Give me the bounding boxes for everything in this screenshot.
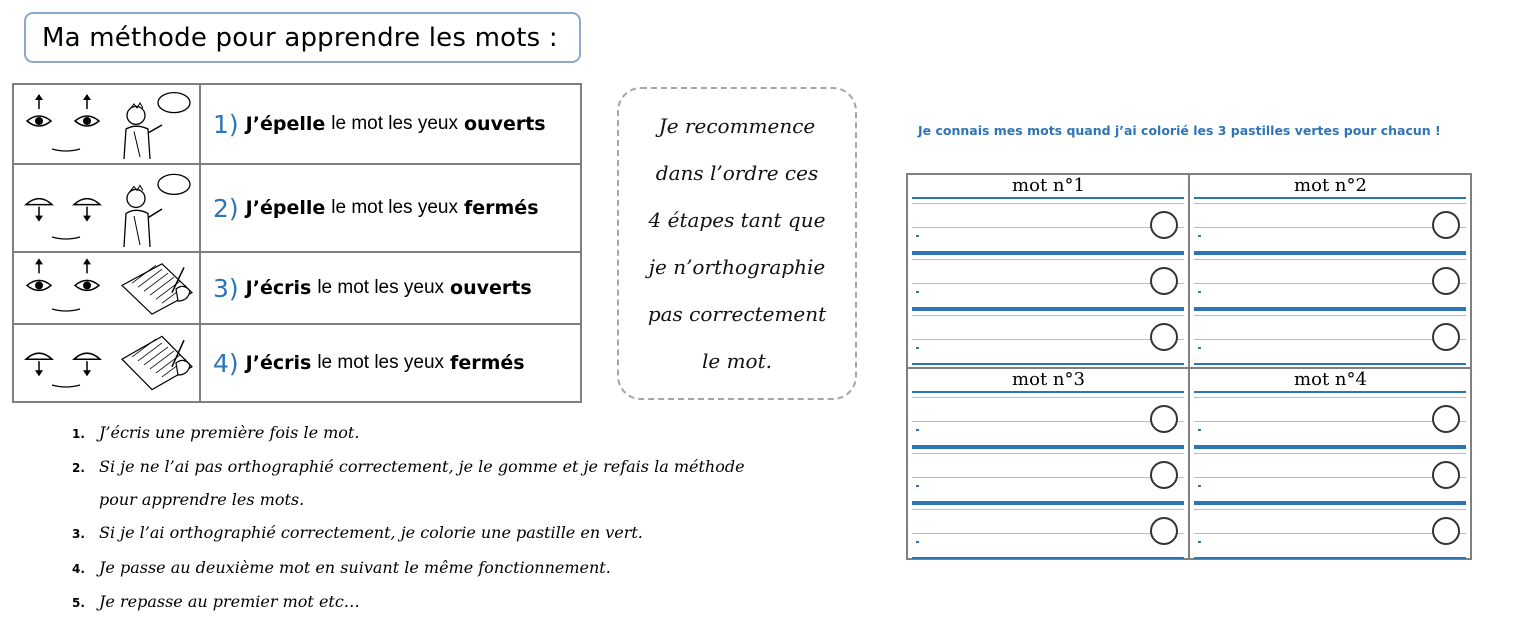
step-number: 3) <box>213 273 239 303</box>
line-marker <box>916 347 919 349</box>
step-number: 2) <box>213 193 239 223</box>
eyes-and-speaking-icon <box>14 85 201 165</box>
writing-line <box>912 259 1184 260</box>
step-text <box>213 85 546 163</box>
rule-text: Je repasse au premier mot etc… <box>99 592 360 611</box>
page-title <box>24 12 581 63</box>
writing-line <box>1194 557 1466 559</box>
word-cell <box>1190 175 1471 367</box>
writing-line <box>912 227 1184 228</box>
writing-line <box>912 453 1184 454</box>
steps-table <box>12 83 582 403</box>
line-marker <box>1198 485 1201 487</box>
writing-line <box>1194 509 1466 510</box>
instruction-text: Je connais mes mots quand j’ai colorié les 3 pastilles vertes pour chacun ! <box>918 123 1441 138</box>
line-marker <box>916 291 919 293</box>
repeat-note <box>617 87 857 400</box>
writing-line <box>1194 309 1466 311</box>
writing-line <box>912 363 1184 365</box>
step-illustration <box>14 85 201 163</box>
step-number: 4) <box>213 348 239 378</box>
writing-line <box>912 253 1184 255</box>
line-marker <box>1198 235 1201 237</box>
writing-line <box>1194 315 1466 316</box>
eyes-and-writing-icon <box>14 253 201 325</box>
step-state: ouverts <box>450 277 532 299</box>
word-cell <box>908 175 1189 367</box>
writing-line <box>1194 253 1466 255</box>
step-illustration <box>14 165 201 251</box>
writing-line <box>912 503 1184 505</box>
pastille-circle[interactable] <box>1432 517 1460 545</box>
writing-line <box>912 203 1184 204</box>
step-row <box>14 325 580 401</box>
writing-line <box>912 309 1184 311</box>
step-middle: le mot les yeux <box>317 352 445 373</box>
step-middle: le mot les yeux <box>317 277 445 298</box>
line-marker <box>916 485 919 487</box>
line-marker <box>1198 347 1201 349</box>
writing-line <box>912 557 1184 559</box>
step-illustration <box>14 253 201 323</box>
word-heading: mot n°1 <box>1012 175 1085 196</box>
eyes-and-writing-icon <box>14 325 201 401</box>
step-number: 1) <box>213 109 239 139</box>
rule-text: Si je ne l’ai pas orthographié correctement, je le gomme et je refais la méthode <box>99 457 745 476</box>
pastille-circle[interactable] <box>1432 323 1460 351</box>
note-line: dans l’ordre ces <box>655 160 819 185</box>
eyes-and-speaking-icon <box>14 165 201 253</box>
step-text <box>213 253 532 323</box>
note-line: pas correctement <box>647 301 827 326</box>
step-row <box>14 85 580 165</box>
writing-line <box>1194 477 1466 478</box>
writing-line <box>1194 339 1466 340</box>
writing-line <box>1194 197 1466 199</box>
writing-line <box>912 315 1184 316</box>
word-cell <box>1190 369 1471 561</box>
writing-line <box>1194 397 1466 398</box>
writing-line <box>912 447 1184 449</box>
writing-line <box>912 421 1184 422</box>
step-text <box>213 325 525 401</box>
writing-line <box>1194 259 1466 260</box>
step-state: ouverts <box>463 113 546 135</box>
line-marker <box>916 541 919 543</box>
rule-text: pour apprendre les mots. <box>99 490 305 509</box>
rule-text: J’écris une première fois le mot. <box>99 423 360 442</box>
writing-line <box>912 477 1184 478</box>
writing-line <box>1194 453 1466 454</box>
line-marker <box>916 235 919 237</box>
step-illustration <box>14 325 201 401</box>
rule-number: 1. <box>72 427 85 441</box>
writing-line <box>912 533 1184 534</box>
pastille-circle[interactable] <box>1432 461 1460 489</box>
rule-number: 5. <box>72 596 85 610</box>
step-row <box>14 253 580 325</box>
rule-text: Je passe au deuxième mot en suivant le même fonctionnement. <box>99 558 611 577</box>
page-title-text: Ma méthode pour apprendre les mots : <box>42 22 558 53</box>
step-verb: J’épelle <box>245 113 326 135</box>
note-line: je n’orthographie <box>648 254 826 279</box>
writing-line <box>1194 533 1466 534</box>
pastille-circle[interactable] <box>1432 211 1460 239</box>
step-middle: le mot les yeux <box>331 113 458 134</box>
rule-number: 4. <box>72 562 85 576</box>
pastille-circle[interactable] <box>1432 267 1460 295</box>
word-cell <box>908 369 1189 561</box>
step-state: fermés <box>463 197 539 219</box>
rule-number: 3. <box>72 527 85 541</box>
word-heading: mot n°2 <box>1294 175 1367 196</box>
writing-line <box>912 509 1184 510</box>
rule-text: Si je l’ai orthographié correctement, je colorie une pastille en vert. <box>99 523 643 542</box>
pastille-circle[interactable] <box>1432 405 1460 433</box>
word-grid <box>906 173 1472 560</box>
writing-line <box>912 197 1184 199</box>
step-verb: J’épelle <box>245 197 326 219</box>
line-marker <box>1198 291 1201 293</box>
pastille-circle[interactable] <box>1150 211 1178 239</box>
writing-line <box>912 391 1184 393</box>
line-marker <box>1198 429 1201 431</box>
writing-line <box>1194 421 1466 422</box>
writing-line <box>1194 203 1466 204</box>
writing-line <box>1194 447 1466 449</box>
step-row <box>14 165 580 253</box>
step-state: fermés <box>450 352 525 374</box>
word-heading: mot n°3 <box>1012 369 1085 390</box>
writing-line <box>912 339 1184 340</box>
note-line: le mot. <box>702 348 772 373</box>
step-verb: J’écris <box>245 277 312 299</box>
writing-line <box>1194 227 1466 228</box>
step-text <box>213 165 539 251</box>
writing-line <box>912 283 1184 284</box>
writing-line <box>1194 363 1466 365</box>
writing-line <box>1194 283 1466 284</box>
writing-line <box>1194 503 1466 505</box>
note-line: 4 étapes tant que <box>648 207 826 232</box>
writing-line <box>912 397 1184 398</box>
step-verb: J’écris <box>245 352 312 374</box>
word-heading: mot n°4 <box>1294 369 1367 390</box>
step-middle: le mot les yeux <box>331 197 458 218</box>
pastille-circle[interactable] <box>1150 517 1178 545</box>
note-line: Je recommence <box>658 113 816 138</box>
pastille-circle[interactable] <box>1150 267 1178 295</box>
line-marker <box>1198 541 1201 543</box>
pastille-circle[interactable] <box>1150 405 1178 433</box>
pastille-circle[interactable] <box>1150 323 1178 351</box>
rule-number: 2. <box>72 461 85 475</box>
line-marker <box>916 429 919 431</box>
writing-line <box>1194 391 1466 393</box>
pastille-circle[interactable] <box>1150 461 1178 489</box>
